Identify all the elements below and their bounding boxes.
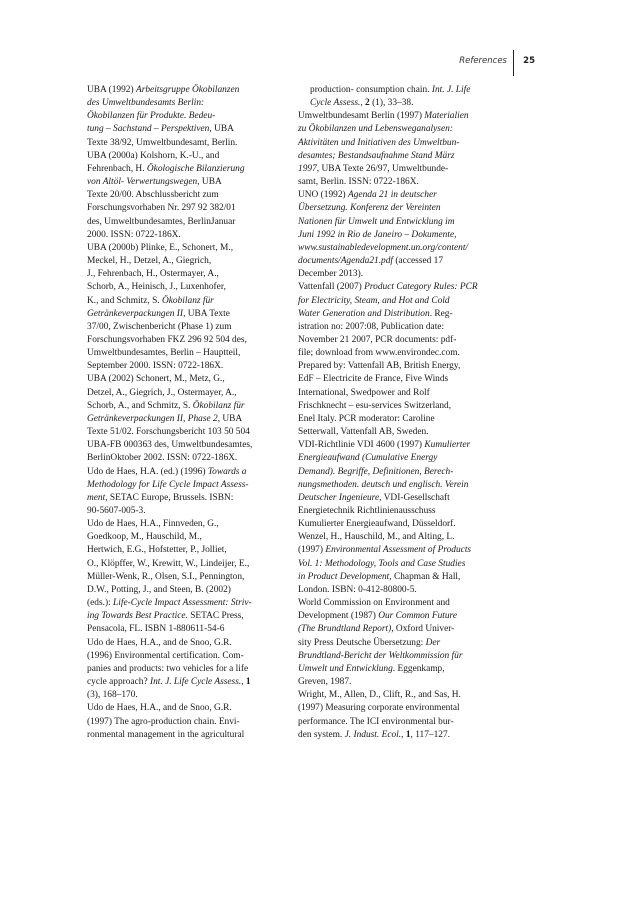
italic-text: Energieaufwand (Cumulative Energy	[298, 453, 438, 464]
reference-line	[87, 571, 299, 584]
italic-text: Int. J. Life Cycle Assess.	[149, 677, 242, 688]
reference-line	[310, 84, 512, 97]
reference-entry	[298, 597, 512, 689]
reference-text: (accessed 17	[393, 256, 444, 267]
reference-line	[298, 689, 512, 702]
reference-text: Schorb, A., Heinisch, J., Luxenhofer,	[87, 282, 226, 293]
italic-text: Int. J. Life	[431, 85, 471, 95]
reference-text: , UBA	[209, 124, 234, 135]
reference-line	[87, 637, 299, 650]
reference-text: . Eggenkamp,	[392, 663, 445, 674]
reference-line	[87, 189, 299, 202]
reference-text: performance. The ICI environmental bur-	[298, 716, 454, 727]
reference-line	[87, 202, 299, 215]
bold-text: 1	[405, 729, 411, 740]
reference-text: production- consumption chain.	[310, 85, 432, 95]
reference-line	[298, 558, 512, 571]
italic-text: Übersetzung. Konferenz der Vereinten	[298, 203, 441, 214]
reference-text: Greven, 1987.	[298, 677, 352, 688]
reference-line	[298, 531, 512, 544]
reference-entry	[298, 689, 512, 742]
reference-text: des, Umweltbundesamtes, BerlinJanuar	[87, 216, 236, 227]
reference-line	[298, 295, 512, 308]
reference-text: Prepared by: Vattenfall AB, British Energy,	[298, 361, 461, 372]
reference-line	[298, 373, 512, 386]
italic-text: 1997	[298, 163, 317, 174]
italic-text: Vol. 1: Methodology, Tools and Case Studies	[298, 558, 466, 569]
reference-text: J., Fehrenbach, H., Ostermayer, A.,	[87, 269, 219, 280]
reference-text: ,	[401, 729, 406, 740]
reference-line	[298, 597, 512, 610]
reference-line	[87, 492, 299, 505]
reference-text: UBA (2000a) Kolshorn, K.-U., and	[87, 150, 220, 161]
reference-line	[87, 295, 299, 308]
reference-entry	[298, 531, 512, 597]
italic-text: Der	[425, 637, 441, 648]
reference-line	[87, 255, 299, 268]
reference-text: Umweltbundesamtes, Berlin – Hauptteil,	[87, 348, 241, 359]
reference-line	[87, 281, 299, 294]
header-divider	[513, 50, 514, 76]
reference-entry	[87, 242, 299, 374]
reference-line	[298, 505, 512, 518]
reference-text: Wenzel, H., Hauschild, M., and Alting, L.	[298, 532, 455, 543]
italic-text: Nationen für Umwelt und Entwicklung im	[298, 216, 455, 227]
reference-text: (eds.):	[87, 598, 114, 609]
reference-text: , UBA	[217, 413, 243, 424]
reference-line	[298, 452, 512, 465]
reference-line	[87, 216, 299, 229]
reference-line	[298, 584, 512, 597]
reference-line	[298, 189, 512, 202]
reference-line	[298, 321, 512, 334]
reference-line	[298, 637, 512, 650]
reference-text: Pensacola, FL. ISBN 1-880611-54-6	[87, 624, 225, 635]
bold-text: 2	[365, 98, 370, 109]
reference-text: UNO (1992)	[298, 190, 348, 201]
italic-text: Getränkeverpackungen II	[87, 308, 184, 319]
italic-text: Aktivitäten und Initiativen des Umweltbun-	[298, 137, 460, 148]
reference-text: 90-5607-005-3.	[87, 506, 146, 516]
reference-text: UBA (1992)	[87, 85, 136, 95]
reference-entry	[298, 281, 512, 439]
reference-text: D.W., Potting, J., and Steen, B. (2002)	[87, 584, 231, 595]
reference-text: den system.	[298, 729, 345, 740]
reference-entry	[87, 84, 299, 150]
italic-text: Ökologische Bilanzierung	[146, 163, 245, 174]
reference-line	[87, 268, 299, 281]
reference-line	[298, 123, 512, 136]
reference-text: London. ISBN: 0-412-80800-5.	[298, 584, 417, 595]
italic-text: Brundtland-Bericht der Weltkommission für	[298, 650, 463, 661]
reference-line	[87, 360, 299, 373]
reference-line	[87, 373, 299, 386]
reference-line	[87, 413, 299, 426]
reference-text: K., and Schmitz, S.	[87, 295, 162, 306]
reference-text: ,	[454, 229, 457, 240]
reference-text: Forschungsvorhaben FKZ 296 92 504 des,	[87, 334, 247, 345]
reference-line	[298, 623, 512, 636]
italic-text: Kumulierter	[424, 440, 471, 451]
reference-line	[298, 347, 512, 360]
reference-line	[87, 176, 299, 189]
reference-text: (3), 168–170.	[87, 690, 138, 701]
reference-line	[298, 439, 512, 452]
italic-text: ment	[87, 492, 106, 503]
reference-line	[87, 242, 299, 255]
reference-text: Kumulierter Energieaufwand, Düsseldorf.	[298, 519, 456, 530]
reference-text: . SETAC Press,	[185, 611, 244, 622]
reference-text: , UBA Texte	[183, 308, 230, 319]
reference-text: Hertwich, E.G., Hofstetter, P., Jolliet,	[87, 545, 227, 556]
italic-text: Water Generation and Distribution	[298, 308, 430, 319]
italic-text: for Electricity, Steam, and Hot and Cold	[298, 295, 450, 306]
reference-text: UBA-FB 000363 des, Umweltbundesamtes,	[87, 440, 253, 451]
bold-text: 1	[245, 677, 251, 688]
running-header-title: References	[459, 56, 507, 66]
reference-text: , Chapman & Hall,	[389, 571, 461, 582]
reference-line	[87, 623, 299, 636]
reference-text: Udo de Haes, H.A. (ed.) (1996)	[87, 466, 208, 477]
reference-text: Umweltbundesamt Berlin (1997)	[298, 111, 425, 122]
reference-text: sity Press Deutsche Übersetzung:	[298, 637, 426, 648]
reference-text: Texte 51/02. Forschungsbericht 103 50 504	[87, 427, 250, 438]
reference-text: 37/00, Zwischenbericht (Phase 1) zum	[87, 321, 232, 332]
reference-line	[298, 413, 512, 426]
reference-entry	[298, 110, 512, 189]
reference-entry	[298, 189, 512, 281]
italic-text: Ökobilanz für	[192, 400, 245, 411]
reference-text: , UBA Texte 26/97, Umweltbunde-	[316, 163, 449, 174]
reference-entry	[87, 373, 299, 465]
reference-line	[87, 334, 299, 347]
reference-text: O., Klöpffer, W., Krewitt, W., Lindeijer, E.,	[87, 558, 250, 569]
reference-line	[310, 97, 512, 110]
reference-continuation	[298, 84, 512, 110]
italic-text: Juni 1992 in Rio de Janeiro – Dokumente	[298, 229, 455, 240]
reference-text: Enel Italy. PCR moderator: Caroline	[298, 413, 435, 424]
reference-line	[298, 150, 512, 163]
reference-line	[298, 255, 512, 268]
italic-text: Life-Cycle Impact Assessment: Striv-	[113, 598, 252, 609]
reference-line	[298, 137, 512, 150]
reference-line	[298, 676, 512, 689]
reference-text: Udo de Haes, H.A., and de Snoo, G.R.	[87, 637, 232, 648]
italic-text: in Product Development	[298, 571, 390, 582]
italic-text: Towards a	[207, 466, 247, 477]
reference-line	[298, 479, 512, 492]
reference-line	[298, 716, 512, 729]
italic-text: Environmental Assessment of Products	[325, 545, 472, 556]
reference-line	[298, 426, 512, 439]
reference-line	[87, 466, 299, 479]
reference-entry	[87, 150, 299, 242]
italic-text: desamtes; Bestandsaufnahme Stand März	[298, 150, 455, 161]
reference-line	[87, 505, 299, 518]
italic-text: des Umweltbundesamts Berlin:	[87, 98, 205, 109]
running-header	[0, 50, 627, 76]
reference-line	[298, 663, 512, 676]
reference-text: istration no: 2007:08, Publication date:	[298, 321, 445, 332]
reference-text: Müller-Wenk, R., Olsen, S.I., Pennington,	[87, 571, 245, 582]
reference-line	[298, 176, 512, 189]
reference-line	[87, 150, 299, 163]
reference-line	[87, 729, 299, 742]
reference-line	[298, 163, 512, 176]
reference-line	[87, 676, 299, 689]
reference-text: Development (1987)	[298, 611, 379, 622]
reference-text: panies and products: two vehicles for a life	[87, 663, 249, 674]
italic-text: tung – Sachstand – Perspektiven	[87, 124, 210, 135]
reference-line	[298, 387, 512, 400]
reference-text: samt, Berlin. ISSN: 0722-186X.	[298, 177, 419, 188]
reference-text: , VDI-Gesellschaft	[379, 492, 450, 503]
italic-text: Demand). Begriffe, Definitionen, Berech-	[298, 466, 454, 477]
reference-line	[87, 347, 299, 360]
reference-line	[87, 400, 299, 413]
reference-line	[298, 110, 512, 123]
reference-text: UBA (2000b) Plinke, E., Schonert, M.,	[87, 242, 234, 253]
reference-line	[298, 518, 512, 531]
italic-text: Arbeitsgruppe Ökobilanzen	[135, 85, 240, 95]
reference-line	[298, 334, 512, 347]
reference-text: Texte 38/92, Umweltbundesamt, Berlin.	[87, 137, 238, 148]
italic-text: nungsmethoden. deutsch und englisch. Verein	[298, 479, 469, 490]
reference-line	[298, 216, 512, 229]
reference-line	[87, 229, 299, 242]
reference-line	[87, 387, 299, 400]
reference-entry	[87, 702, 299, 741]
reference-line	[87, 110, 299, 123]
reference-text: , SETAC Europe, Brussels. ISBN:	[105, 492, 234, 503]
reference-line	[298, 544, 512, 557]
reference-text: file; download from www.environdec.com.	[298, 348, 460, 359]
italic-text: J. Indust. Ecol.	[344, 729, 402, 740]
reference-text: Energietechnik Richtlinienausschuss	[298, 506, 436, 516]
reference-line	[87, 137, 299, 150]
reference-text: September 2000. ISSN: 0722-186X.	[87, 361, 224, 372]
reference-text: Udo de Haes, H.A., and de Snoo, G.R.	[87, 703, 232, 714]
reference-entry	[87, 637, 299, 703]
reference-line	[87, 610, 299, 623]
reference-line	[87, 518, 299, 531]
reference-line	[87, 597, 299, 610]
reference-entry	[87, 518, 299, 636]
reference-text: , Oxford Univer-	[391, 624, 455, 635]
italic-text: Agenda 21 in deutscher	[348, 190, 437, 201]
reference-line	[298, 492, 512, 505]
reference-line	[87, 702, 299, 715]
reference-text: 2000. ISSN: 0722-186X.	[87, 229, 181, 240]
reference-text: Meckel, H., Detzel, A., Giegrich,	[87, 256, 212, 267]
reference-text: ,	[360, 98, 366, 109]
reference-text: International, Swedpower and Rolf	[298, 387, 430, 398]
reference-line	[298, 650, 512, 663]
reference-line	[298, 281, 512, 294]
reference-line	[87, 123, 299, 136]
reference-line	[298, 242, 512, 255]
italic-text: Ökobilanzen für Produkte. Bedeu-	[87, 111, 216, 122]
reference-text: (1996) Environmental certification. Com-	[87, 650, 244, 661]
reference-line	[298, 400, 512, 413]
reference-text: Detzel, A., Giegrich, J., Ostermayer, A.,	[87, 387, 237, 398]
reference-line	[87, 650, 299, 663]
reference-line	[87, 531, 299, 544]
reference-line	[298, 308, 512, 321]
reference-line	[298, 610, 512, 623]
reference-line	[87, 439, 299, 452]
reference-line	[298, 229, 512, 242]
italic-text: Methodology for Life Cycle Impact Assess-	[87, 479, 249, 490]
reference-text: (1997)	[298, 545, 326, 556]
reference-line	[87, 584, 299, 597]
reference-text: VDI-Richtlinie VDI 4600 (1997)	[298, 440, 425, 451]
reference-text: Frischknecht – esu-services Switzerland,	[298, 400, 452, 411]
reference-text: November 21 2007, PCR documents: pdf-	[298, 334, 457, 345]
reference-line	[298, 360, 512, 373]
reference-text: Goedkoop, M., Hauschild, M.,	[87, 532, 202, 543]
reference-text: BerlinOktober 2002. ISSN: 0722-186X.	[87, 453, 238, 464]
italic-text: (The Brundtland Report)	[298, 624, 392, 635]
italic-text: www.sustainabledevelopment.un.org/content/	[298, 242, 469, 253]
reference-line	[298, 202, 512, 215]
reference-line	[87, 663, 299, 676]
italic-text: Product Category Rules: PCR	[364, 282, 478, 293]
reference-line	[298, 729, 512, 742]
reference-text: Fehrenbach, H.	[87, 163, 147, 174]
italic-text: Deutscher Ingenieure	[298, 492, 380, 503]
reference-line	[87, 97, 299, 110]
reference-line	[87, 452, 299, 465]
reference-text: Texte 20/00. Abschlussbericht zum	[87, 190, 219, 201]
italic-text: Our Common Future	[378, 611, 458, 622]
reference-text: December 2013).	[298, 269, 364, 280]
reference-line	[87, 84, 299, 97]
italic-text: ing Towards Best Practice	[87, 611, 186, 622]
reference-line	[87, 716, 299, 729]
reference-text: , 117–127.	[410, 729, 450, 740]
italic-text: Umwelt und Entwicklung	[298, 663, 393, 674]
references-column-right	[298, 84, 512, 742]
italic-text: zu Ökobilanzen und Lebensweganalysen:	[298, 124, 453, 135]
reference-line	[87, 308, 299, 321]
reference-text: Setterwall, Vattenfall AB, Sweden.	[298, 427, 429, 438]
reference-text: . Reg-	[429, 308, 453, 319]
page-number: 25	[523, 56, 535, 66]
reference-text: Udo de Haes, H.A., Finnveden, G.,	[87, 519, 219, 530]
reference-line	[298, 268, 512, 281]
reference-line	[87, 689, 299, 702]
reference-text: Forschungsvorhaben Nr. 297 92 382/01	[87, 203, 236, 214]
italic-text: documents/Agenda21.pdf	[298, 256, 394, 267]
reference-text: UBA (2002) Schonert, M., Metz, G.,	[87, 374, 225, 385]
reference-line	[87, 544, 299, 557]
reference-line	[87, 426, 299, 439]
reference-line	[298, 466, 512, 479]
references-column-left	[87, 84, 299, 742]
reference-line	[298, 702, 512, 715]
reference-text: EdF – Electricite de France, Five Winds	[298, 374, 449, 385]
italic-text: Materialien	[424, 111, 469, 122]
reference-text: , UBA	[197, 177, 222, 188]
reference-text: Schorb, A., and Schmitz, S.	[87, 400, 193, 411]
reference-text: Wright, M., Allen, D., Clift, R., and Sas, H.	[298, 690, 461, 701]
italic-text: Ökobilanz für	[162, 295, 214, 306]
italic-text: Cycle Assess.	[310, 98, 361, 109]
reference-entry	[298, 439, 512, 531]
reference-text: (1), 33–38.	[369, 98, 414, 109]
reference-text: cycle approach?	[87, 677, 150, 688]
reference-entry	[87, 466, 299, 519]
reference-line	[87, 321, 299, 334]
italic-text: von Altöl- Verwertungswegen	[87, 177, 198, 188]
reference-text: World Commission on Environment and	[298, 598, 450, 609]
reference-text: ronmental management in the agricultural	[87, 729, 245, 740]
reference-text: Vattenfall (2007)	[298, 282, 365, 293]
reference-line	[87, 558, 299, 571]
reference-line	[87, 479, 299, 492]
reference-line	[298, 571, 512, 584]
reference-text: (1997) The agro-production chain. Envi-	[87, 716, 240, 727]
reference-line	[87, 163, 299, 176]
reference-text: (1997) Measuring corporate environmental	[298, 703, 460, 714]
italic-text: Getränkeverpackungen II, Phase 2	[87, 413, 218, 424]
reference-text: ,	[241, 677, 246, 688]
